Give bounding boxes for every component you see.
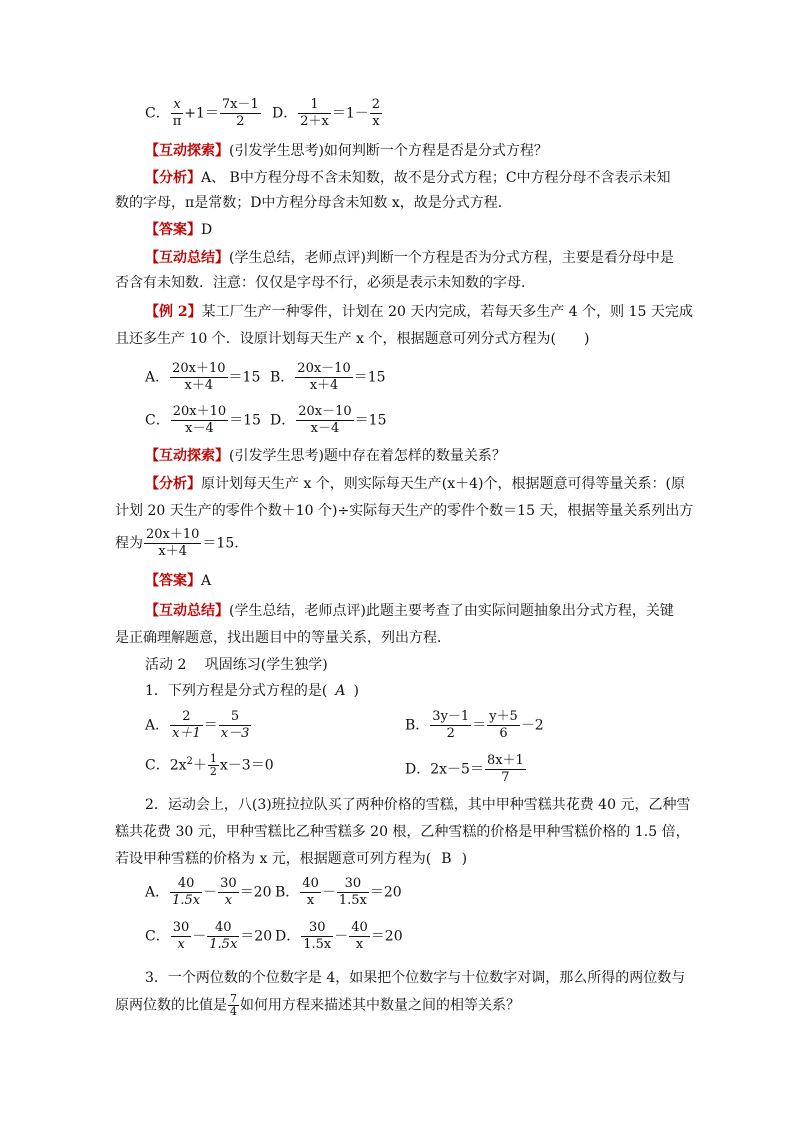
analysis-2-line-1 bbox=[145, 474, 794, 494]
expr: －2 bbox=[520, 717, 544, 734]
fraction: $\frac{x}{\pi}$ bbox=[172, 97, 182, 129]
option-label: C． bbox=[145, 105, 170, 122]
text: 原计划每天生产 x 个，则实际每天生产(x＋4)个，根据题意可得等量关系：(原 bbox=[201, 476, 685, 492]
answer-value: D bbox=[201, 222, 213, 238]
expr: ＝15 bbox=[353, 369, 386, 386]
expr: ＝1－ bbox=[331, 105, 369, 122]
tag: 【互动总结】 bbox=[145, 250, 229, 266]
summary-1-line-1 bbox=[145, 248, 794, 268]
option-c-q0 bbox=[145, 97, 262, 130]
text: 原两位数的比值是 bbox=[115, 997, 227, 1014]
option-c-ex1 bbox=[145, 753, 274, 778]
option-c-ex2 bbox=[145, 404, 261, 437]
expr: － bbox=[334, 928, 349, 945]
tag: 【答案】 bbox=[145, 573, 201, 589]
expr: ＝15. bbox=[202, 535, 239, 552]
fraction: $\frac{5}{x-3}$ bbox=[220, 709, 250, 741]
option-label: A． bbox=[145, 369, 170, 386]
expr: ＝20 bbox=[370, 928, 403, 945]
fraction: $\frac{40}{x}$ bbox=[351, 920, 368, 952]
option-label: C． bbox=[145, 928, 170, 945]
exercise-3-line-1: 3．一个两位数的个位数字是 4，如果把个位数字与十位数字对调，那么所得的两位数与 bbox=[145, 970, 686, 986]
option-label: B． bbox=[275, 884, 300, 901]
option-d-ex2 bbox=[270, 404, 386, 437]
expr: ＝ bbox=[472, 717, 487, 734]
fraction: $\frac{40}{1.5x}$ bbox=[172, 876, 201, 908]
tag: 【互动探索】 bbox=[145, 448, 229, 464]
analysis-2-line-3 bbox=[115, 527, 239, 560]
option-c-ex2-q bbox=[145, 920, 272, 953]
fraction: $\frac{30}{x}$ bbox=[220, 876, 237, 908]
option-label: D． bbox=[405, 761, 431, 778]
option-label: D． bbox=[270, 412, 296, 429]
analysis-1-line-2: 数的字母，π是常数；D中方程分母含未知数 x，故是分式方程． bbox=[115, 195, 512, 211]
activity-2-heading: 活动 2 巩固练习(学生独学) bbox=[145, 657, 328, 673]
answer-2 bbox=[145, 571, 794, 591]
option-d-q0 bbox=[272, 97, 383, 130]
option-label: B． bbox=[270, 369, 295, 386]
fraction: $\frac{30}{1.5x}$ bbox=[303, 920, 332, 952]
text: 若设甲种雪糕的价格为 x 元，根据题意可列方程为( bbox=[115, 851, 432, 867]
expr: ＝15 bbox=[354, 412, 387, 429]
expr: ＝20 bbox=[369, 884, 402, 901]
text: 某工厂生产一种零件，计划在 20 天内完成，若每天多生产 4 个，则 15 天完成 bbox=[201, 304, 693, 320]
fraction: $\frac{7}{4}$ bbox=[230, 992, 237, 1018]
fraction: $\frac{20x+10}{x+4}$ bbox=[146, 527, 200, 559]
expr: ＝20 bbox=[239, 884, 272, 901]
text: (学生总结，老师点评)此题主要考查了由实际问题抽象出分式方程，关键 bbox=[229, 603, 674, 619]
fraction: $\frac{y+5}{6}$ bbox=[489, 709, 518, 741]
fraction: $\frac{40}{1.5x}$ bbox=[209, 920, 238, 952]
fraction: $\frac{7x-1}{2}$ bbox=[221, 97, 259, 129]
text: (学生总结，老师点评)判断一个方程是否为分式方程，主要是看分母中是 bbox=[229, 250, 674, 266]
example-2-line-2: 且还多生产 10 个．设原计划每天生产 x 个，根据题意可列分式方程为( ) bbox=[115, 331, 590, 347]
expr: ＝15 bbox=[228, 369, 261, 386]
expr: － bbox=[203, 884, 218, 901]
expr: 2x bbox=[169, 757, 187, 774]
option-a-ex2-q bbox=[145, 876, 272, 909]
summary-2-line-2: 是正确理解题意，找出题目中的等量关系，列出方程． bbox=[115, 630, 451, 646]
fraction: $\frac{30}{x}$ bbox=[172, 920, 190, 952]
fraction: $\frac{8x+1}{7}$ bbox=[486, 753, 524, 785]
text: ) bbox=[461, 851, 468, 867]
fraction: $\frac{1}{2+x}$ bbox=[300, 97, 329, 129]
tag: 【互动探索】 bbox=[145, 143, 229, 159]
text: 1．下列方程是分式方程的是( bbox=[145, 683, 328, 699]
tag: 【分析】 bbox=[145, 476, 201, 492]
fraction: $\frac{1}{2}$ bbox=[209, 752, 217, 778]
tag: 【分析】 bbox=[145, 170, 201, 186]
text: ) bbox=[353, 683, 359, 699]
text: (引发学生思考)如何判断一个方程是否是分式方程？ bbox=[229, 143, 548, 159]
answer-value: A bbox=[201, 573, 212, 589]
option-label: B． bbox=[405, 717, 430, 734]
option-a-ex1 bbox=[145, 709, 252, 742]
fraction: $\frac{3y-1}{2}$ bbox=[432, 709, 470, 741]
fraction: $\frac{2}{x+1}$ bbox=[172, 709, 201, 741]
expr: ＝ bbox=[203, 717, 218, 734]
summary-1-line-2: 否含有未知数．注意：仅仅是字母不行，必须是表示未知数的字母． bbox=[115, 275, 535, 291]
expr: ＝20 bbox=[240, 928, 273, 945]
option-b-ex2 bbox=[270, 361, 386, 394]
option-label: A． bbox=[145, 717, 170, 734]
text: 程为 bbox=[115, 535, 143, 552]
option-label: C． bbox=[145, 412, 170, 429]
fraction: $\frac{30}{1.5x}$ bbox=[338, 876, 367, 908]
fraction: $\frac{2}{x}$ bbox=[371, 97, 381, 129]
option-label: D． bbox=[275, 928, 301, 945]
fraction: $\frac{20x-10}{x+4}$ bbox=[297, 361, 351, 393]
option-label: D． bbox=[272, 105, 298, 122]
option-label: A． bbox=[145, 884, 170, 901]
exercise-2-line-2: 糕共花费 30 元，甲种雪糕比乙种雪糕多 20 根，乙种雪糕的价格是甲种雪糕价格的 1.5 倍， bbox=[115, 824, 690, 840]
exercise-2-line-3 bbox=[115, 849, 794, 869]
exercise-3-line-2 bbox=[115, 993, 520, 1018]
analysis-2-line-2: 计划 20 天生产的零件个数＋10 个)÷实际每天生产的零件个数＝15 天，根据等量关系列出方 bbox=[115, 503, 694, 519]
option-label: C． bbox=[145, 757, 170, 774]
answer-value: B bbox=[441, 851, 452, 867]
exercise-1-stem bbox=[145, 681, 794, 701]
answer-value: A bbox=[335, 683, 346, 699]
expr: － bbox=[192, 928, 207, 945]
fraction: $\frac{40}{x}$ bbox=[302, 876, 319, 908]
option-d-ex2-q bbox=[275, 920, 403, 953]
option-a-ex2 bbox=[145, 361, 260, 394]
explore-2 bbox=[145, 446, 794, 466]
expr: － bbox=[321, 884, 336, 901]
expr: ＋ bbox=[192, 757, 207, 774]
fraction: $\frac{20x+10}{x+4}$ bbox=[172, 361, 226, 393]
text: 如何用方程来描述其中数量之间的相等关系？ bbox=[240, 997, 520, 1014]
option-b-ex1 bbox=[405, 709, 544, 742]
tag: 【答案】 bbox=[145, 222, 201, 238]
summary-2-line-1 bbox=[145, 601, 794, 621]
expr: +1＝ bbox=[184, 105, 219, 122]
analysis-1-line-1 bbox=[145, 168, 794, 188]
fraction: $\frac{20x-10}{x-4}$ bbox=[298, 404, 352, 436]
tag: 【例 2】 bbox=[145, 304, 202, 320]
exponent: 2 bbox=[186, 755, 193, 767]
example-2-line-1 bbox=[145, 302, 794, 322]
expr: 2x－5＝ bbox=[430, 761, 484, 778]
tag: 【互动总结】 bbox=[145, 603, 229, 619]
expr: ＝15 bbox=[229, 412, 261, 429]
text: A、 B中方程分母不含未知数，故不是分式方程；C中方程分母不含表示未知 bbox=[201, 170, 671, 186]
answer-1 bbox=[145, 220, 794, 240]
option-b-ex2-q bbox=[275, 876, 402, 909]
expr: x－3＝0 bbox=[219, 757, 274, 774]
exercise-2-line-1: 2．运动会上，八(3)班拉拉队买了两种价格的雪糕，其中甲种雪糕共花费 40 元，乙种雪 bbox=[145, 797, 691, 813]
explore-1 bbox=[145, 141, 794, 161]
fraction: $\frac{20x+10}{x-4}$ bbox=[172, 404, 227, 436]
text: (引发学生思考)题中存在着怎样的数量关系？ bbox=[229, 448, 506, 464]
option-d-ex1 bbox=[405, 753, 527, 786]
